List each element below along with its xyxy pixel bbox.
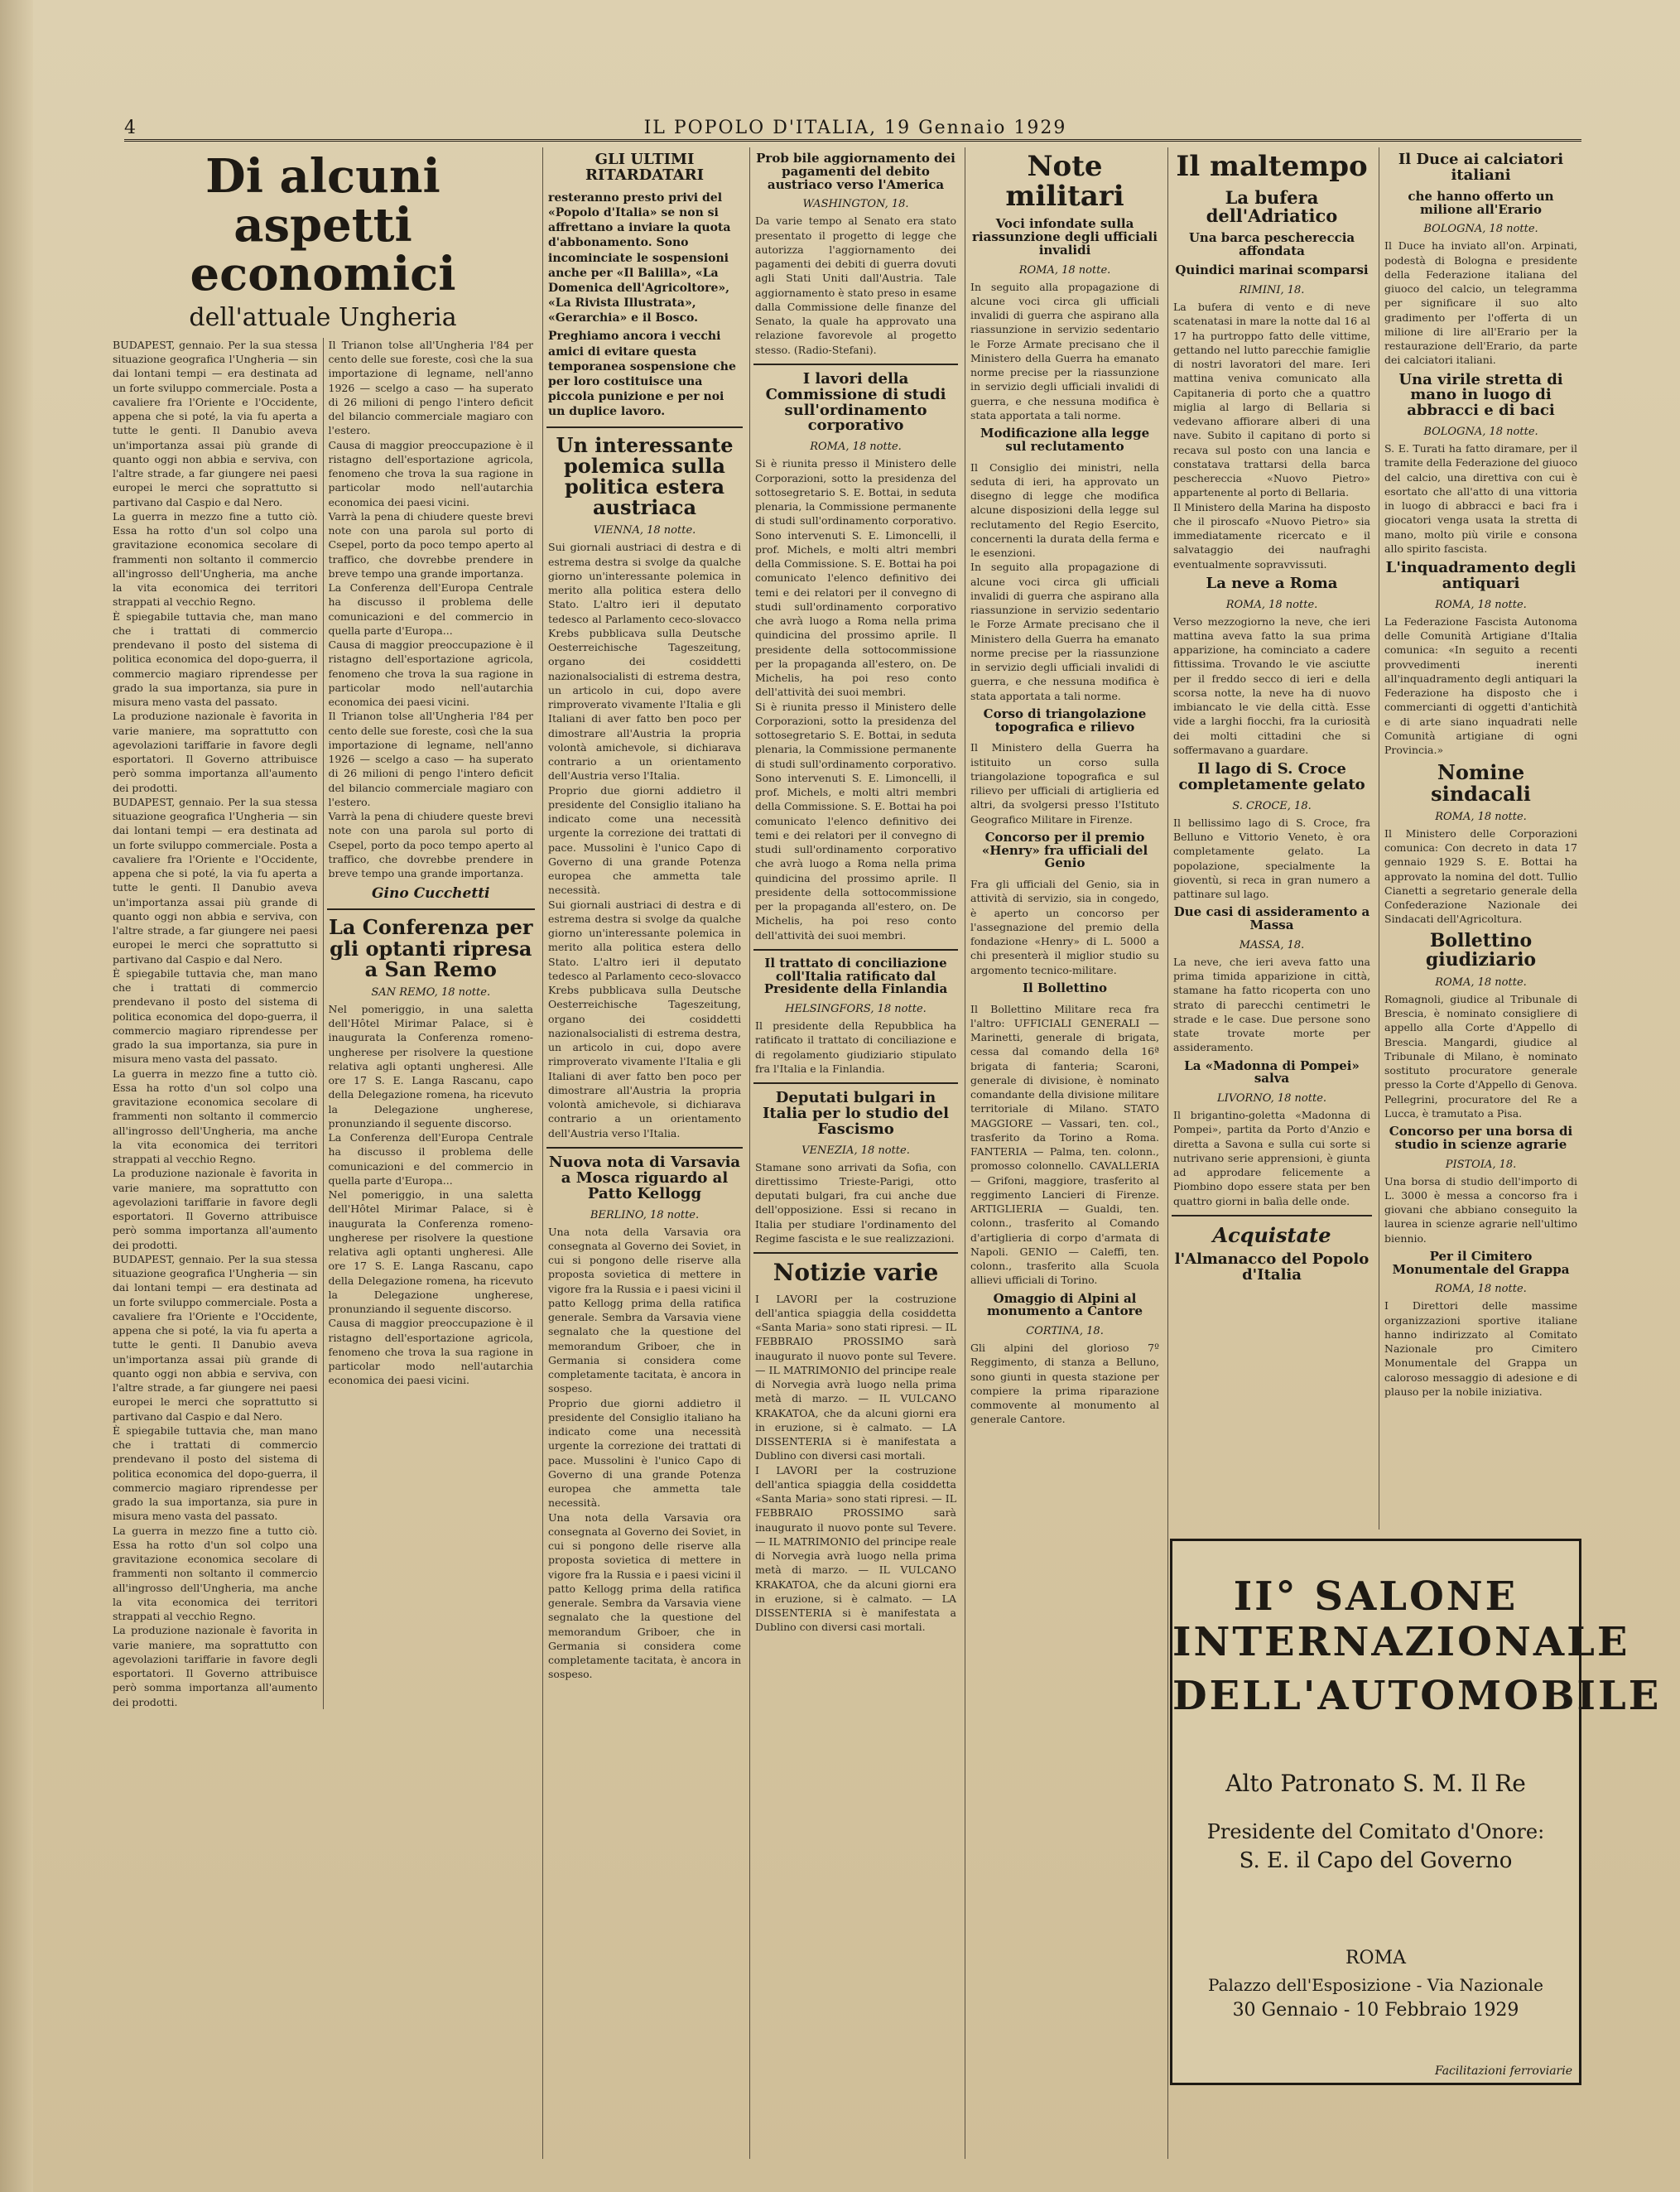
duce-calciatori-subhead: che hanno offerto un milione all'Erario bbox=[1408, 188, 1554, 217]
cantore-paragraph: Gli alpini del glorioso 7º Reggimento, di stanza a Belluno, sono giunti in questa stazione per compiere la prima riparazione commovente al monumento al generale Cantore. bbox=[970, 1342, 1159, 1426]
bufera-headline: La bufera dell'Adriatico bbox=[1206, 186, 1338, 226]
commissione-headline: I lavori della Commissione di studi sull'ordinamento corporativo bbox=[765, 369, 946, 435]
conference-paragraph: Nel pomeriggio, in una saletta dell'Hôtel Mirimar Palace, si è inaugurata la Conferenza romeno-ungherese per risolvere la questione relativa agli optanti ungheresi. Alle ore 17 S. E. Langa Rascanu, capo della Delegazione romena, ha ricevuto la Delegazione ungherese, pronunziando il seguente discorso. bbox=[328, 1002, 533, 1130]
neve-roma-dateline: ROMA, 18 notte. bbox=[1225, 598, 1318, 611]
lead-paragraph: La guerra in mezzo fine a tutto ciò. Essa ha rotto d'un sol colpo una gravitazione economica secolare di frammenti non soltanto il commercio all'ingrosso dell'Ungheria, ma anche la vita economica dei territori strappati al vecchio Regno. bbox=[113, 1067, 318, 1166]
lead-paragraph: La Conferenza dell'Europa Centrale ha discusso il problema delle comunicazioni e del commercio in quella parte d'Europa... bbox=[328, 581, 533, 637]
ad-committee: Presidente del Comitato d'Onore: bbox=[1206, 1819, 1545, 1843]
antiquari-dateline: ROMA, 18 notte. bbox=[1435, 598, 1527, 611]
borsa-studio-dateline: PISTOIA, 18. bbox=[1445, 1158, 1517, 1171]
triangolazione-headline: Corso di triangolazione topografica e rilievo bbox=[983, 706, 1147, 735]
section-rule bbox=[753, 949, 958, 951]
conference-dateline: SAN REMO, 18 notte. bbox=[371, 985, 491, 999]
polemica-headline: Un interessante polemica sulla politica estera austriaca bbox=[556, 432, 734, 520]
finlandia-dateline: HELSINGFORS, 18 notte. bbox=[785, 1003, 927, 1016]
polemica-paragraph: Sui giornali austriaci di destra e di estrema destra si svolge da qualche giorno un'interessante polemica in merito alla politica estera dello Stato. L'altro ieri il deputato tedesco al Parlamento ceco-slovacco Krebs pubblicava sulla Deutsche Oesterreichische Tageszeitung, organo dei cosiddetti nazionalsocialisti di estrema destra, un articolo in cui, dopo avere rimproverato vivamente l'Italia e gli Italiani di aver fatto ben poco per dimostrare all'Austria la propria volontà amichevole, si dichiarava contrario a un orientamento dell'Austria verso l'Italia. bbox=[548, 898, 741, 1139]
santa-croce-paragraph: Il bellissimo lago di S. Croce, fra Belluno e Vittorio Veneto, è ora completamente gelato. La popolazione, specialmente la gioventù, si reca in gran numero a pattinare sul lago. bbox=[1173, 816, 1370, 901]
lead-body bbox=[108, 338, 538, 1709]
bufera-paragraph: La bufera di vento e di neve scatenatasi in mare la notte dal 16 al 17 ha purtroppo fatto delle vittime, gettando nel lutto parecchie famiglie di nostri lavoratori del mare. Ieri mattina veniva comunicato alla Capitaneria di porto che a quattro miglia al largo di Bellaria si vedevano affiorare alberi di una nave. Subito il capitano di porto si recava sul posto con una lancia e constatava trattarsi della barca peschereccia «Nuovo Pietro» appartenente al porto di Bellaria. bbox=[1173, 301, 1370, 499]
section-rule bbox=[753, 364, 958, 365]
debito-paragraph: Da varie tempo al Senato era stato presentato il progetto di legge che autorizza l'aggiornamento dei pagamenti dei debiti di guerra dovuti agli Stati Uniti dall'Austria. Tale aggiornamento è stato preso in esame dalla Commissione delle finanze del Senato, la quale ha approvato una relazione favorevole al progetto stesso. (Radio-Stefani). bbox=[755, 214, 956, 356]
ad-president: S. E. il Capo del Governo bbox=[1239, 1848, 1513, 1873]
ad-city: ROMA bbox=[1345, 1947, 1406, 1968]
massa-paragraph: La neve, che ieri aveva fatto una prima timida apparizione in città, stamane ha fatto ricoperta con uno strato di parecchi centimetri le strade e le case. Due persone sono state trovate morte per assideramento. bbox=[1173, 955, 1370, 1054]
duce-calciatori-dateline: BOLOGNA, 18 notte. bbox=[1423, 223, 1538, 236]
ad-venue: Palazzo dell'Esposizione - Via Nazionale bbox=[1208, 1974, 1543, 1995]
cantore-headline: Omaggio di Alpini al monumento a Cantore bbox=[986, 1290, 1143, 1319]
bufera-paragraph: Il Ministero della Marina ha disposto che il piroscafo «Nuovo Pietro» sia immediatamente ricercato e il salvataggio dei naufraghi eventualmente sopravvissuti. bbox=[1173, 500, 1370, 571]
stretta-mano-dateline: BOLOGNA, 18 notte. bbox=[1423, 426, 1538, 439]
pompei-paragraph: Il brigantino-goletta «Madonna di Pompei», partita da Porto d'Anzio e diretta a Savona e sulla cui sorte si nutrivano serie apprensioni, è giunta ad approdare felicemente a Piombino dopo essere stata per ben quattro giorni in balìa delle onde. bbox=[1173, 1109, 1370, 1207]
almanacco-label: l'Almanacco del Popolo d'Italia bbox=[1174, 1250, 1370, 1284]
lead-body-left bbox=[108, 338, 323, 1709]
ad-footer: Facilitazioni ferroviarie bbox=[1434, 2064, 1572, 2078]
lead-paragraph: Il Trianon tolse all'Ungheria l'84 per cento delle sue foreste, così che la sua importazione di legname, nell'anno 1926 — scelgo a caso — ha superato di 26 milioni di pengo l'intero deficit del bilancio commerciale magiaro con l'estero. bbox=[328, 338, 533, 437]
pompei-headline: La «Madonna di Pompei» salva bbox=[1184, 1057, 1360, 1086]
finlandia-headline: Il trattato di conciliazione coll'Italia ratificato dal Presidente della Finlandia bbox=[763, 955, 948, 997]
duce-calciatori-headline: Il Duce ai calciatori italiani bbox=[1398, 151, 1564, 184]
lead-paragraph: La guerra in mezzo fine a tutto ciò. Essa ha rotto d'un sol colpo una gravitazione economica secolare di frammenti non soltanto il commercio all'ingrosso dell'Ungheria, ma anche la vita economica dei territori strappati al vecchio Regno. bbox=[113, 1524, 318, 1623]
page-edge-shadow bbox=[0, 0, 33, 2192]
bufera-dateline: RIMINI, 18. bbox=[1239, 284, 1305, 297]
neve-roma-headline: La neve a Roma bbox=[1206, 574, 1338, 592]
polemica-dateline: VIENNA, 18 notte. bbox=[593, 524, 696, 537]
column-4 bbox=[965, 147, 1164, 2159]
lead-paragraph: BUDAPEST, gennaio. Per la sua stessa situazione geografica l'Ungheria — sin dai lontani tempi — era destinata ad un forte sviluppo commerciale. Posta a cavaliere fra l'Oriente e l'Occidente, appena che si poté, la via fu aperta a tutte le genti. Il Danubio aveva un'importanza assai più grande di quanto oggi non abbia e serviva, con l'altre strade, a far giungere nei paesi europei le merci che soprattutto si partivano dal Caspio e dal Nero. bbox=[113, 338, 318, 508]
bollettino-paragraph: Il Bollettino Militare reca fra l'altro: UFFICIALI GENERALI — Marinetti, generale di brigata, cessa dal comando della 16ª brigata di fanteria; Scaroni, generale di divisione, è nominato comandante della divisione militare territoriale di Milano. STATO MAGGIORE — Vassari, ten. col., trasferito da Torino a Roma. FANTERIA — Palma, ten. colonn., promosso colonnello. CAVALLERIA — Grifoni, maggiore, trasferito al reggimento Lancieri di Firenze. ARTIGLIERIA — Gualdi, ten. colonn., trasferito al Comando d'artiglieria di corpo d'armata di Napoli. GENIO — Caleffi, ten. colonn., trasferito alla Scuola allievi ufficiali di Torino. bbox=[970, 1002, 1159, 1287]
antiquari-paragraph: La Federazione Fascista Autonoma delle Comunità Artigiane d'Italia comunica: «In seguito a recenti provvedimenti inerenti all'inquadramento degli antiquari la Federazione ha disposto che i commercianti di oggetti d'antichità e di arte siano inquadrati nelle Comunità artigiane di ogni Provincia.» bbox=[1384, 614, 1577, 757]
section-rule bbox=[546, 426, 743, 428]
cantore-dateline: CORTINA, 18. bbox=[1026, 1325, 1104, 1338]
salone-automobile-advertisement bbox=[1170, 1539, 1662, 2085]
column-3 bbox=[749, 147, 961, 2159]
reclutamento-headline: Modificazione alla legge sul reclutamento bbox=[980, 426, 1150, 454]
giudiziario-paragraph: Romagnoli, giudice al Tribunale di Brescia, è nominato consigliere di appello alla Corte d'Appello di Brescia. Mangardi, giudice al Tribunale di Milano, è nominato sostituto procuratore generale presso la Corte d'Appello di Genova. Pellegrini, procuratore del Re a Lucca, è tramutato a Pisa. bbox=[1384, 992, 1577, 1120]
nomine-dateline: ROMA, 18 notte. bbox=[1435, 810, 1527, 823]
lead-paragraph: La produzione nazionale è favorita in varie maniere, ma soprattutto con agevolazioni tariffarie in favore degli esportatori. Il Governo attribuisce però somma importanza all'aumento dei prodotti. bbox=[113, 1624, 318, 1708]
lead-paragraph: Causa di maggior preoccupazione è il ristagno dell'esportazione agricola, fenomeno che trova la sua ragione in particolar modo nell'autarchia economica dei paesi vicini. bbox=[328, 438, 533, 508]
section-rule bbox=[753, 1252, 958, 1254]
commissione-paragraph: Si è riunita presso il Ministero delle Corporazioni, sotto la presidenza del sottosegretario S. E. Bottai, in seduta plenaria, la Commissione permanente di studi sull'ordinamento corporativo. Sono intervenuti S. E. Limoncelli, il prof. Michels, e molti altri membri della Commissione. S. E. Bottai ha poi comunicato l'elenco definitivo dei temi e dei relatori per il convegno di studi sull'ordinamento corporativo che avrà luogo a Roma nella prima quindicina del prossimo aprile. Il presidente della sottocommissione per la propaganda all'estero, on. De Michelis, ha poi reso conto dell'attività dei suoi membri. bbox=[755, 457, 956, 699]
varsavia-dateline: BERLINO, 18 notte. bbox=[590, 1208, 700, 1221]
commissione-dateline: ROMA, 18 notte. bbox=[810, 441, 902, 454]
bulgari-dateline: VENEZIA, 18 notte. bbox=[801, 1144, 910, 1157]
maltempo-headline: Il maltempo bbox=[1176, 150, 1368, 183]
ad-title-line-1: II° SALONE INTERNAZIONALE bbox=[1172, 1573, 1630, 1666]
reclutamento-paragraph: In seguito alla propagazione di alcune voci circa gli ufficiali invalidi di guerra che aspirano alla riassunzione in servizio sedentario le Forze Armate precisano che il Ministero della Guerra ha emanato norme precise per la riassunzione in servizio degli ufficiali invalidi di guerra, e che nessuna modifica è stata apportata a tali norme. bbox=[970, 561, 1159, 702]
borsa-studio-paragraph: Una borsa di studio dell'importo di L. 3000 è messa a concorso fra i giovani che abbiano conseguito la laurea in scienze agrarie nell'ultimo biennio. bbox=[1384, 1174, 1577, 1245]
lead-paragraph: La produzione nazionale è favorita in varie maniere, ma soprattutto con agevolazioni tariffarie in favore degli esportatori. Il Governo attribuisce però somma importanza all'aumento dei prodotti. bbox=[113, 710, 318, 794]
section-rule bbox=[546, 1147, 743, 1149]
section-rule bbox=[327, 908, 536, 910]
bufera-subhead: Una barca peschereccia affondata bbox=[1188, 229, 1355, 258]
giudiziario-dateline: ROMA, 18 notte. bbox=[1435, 976, 1527, 989]
santa-croce-headline: Il lago di S. Croce completamente gelato bbox=[1178, 760, 1365, 794]
varsavia-paragraph: Una nota della Varsavia ora consegnata al Governo dei Soviet, in cui si pongono delle riserve alla proposta sovietica di mettere in vigore fra la Russia e i paesi vicini il patto Kellogg prima della ratifica generale. Sembra da Varsavia viene segnalato che la questione del memorandum Griboer, che in Germania si considera come completamente tacitata, è ancora in sospeso. bbox=[548, 1510, 741, 1681]
santa-croce-dateline: S. CROCE, 18. bbox=[1232, 799, 1312, 812]
triangolazione-paragraph: Il Ministero della Guerra ha istituito un corso sulla triangolazione topografica e sul rilievo per ufficiali di artiglieria ed altri, da svolgersi presso l'Istituto Geografico Militare in Firenze. bbox=[970, 741, 1159, 826]
grappa-dateline: ROMA, 18 notte. bbox=[1435, 1283, 1527, 1296]
lead-paragraph: La produzione nazionale è favorita in varie maniere, ma soprattutto con agevolazioni tariffarie in favore degli esportatori. Il Governo attribuisce però somma importanza all'aumento dei prodotti. bbox=[113, 1167, 318, 1251]
grappa-paragraph: I Direttori delle massime organizzazioni sportive italiane hanno indirizzato al Comitato Nazionale pro Cimitero Monumentale del Grappa un caloroso messaggio di adesione e di plauso per la nobile iniziativa. bbox=[1384, 1299, 1577, 1398]
lead-paragraph: Causa di maggior preoccupazione è il ristagno dell'esportazione agricola, fenomeno che trova la sua ragione in particolar modo nell'autarchia economica dei paesi vicini. bbox=[328, 1317, 533, 1387]
duce-calciatori-paragraph: Il Duce ha inviato all'on. Arpinati, podestà di Bologna e presidente della Federazione italiana del giuoco del calcio, un telegramma per significare il suo alto gradimento per l'offerta di un milione di lire all'Erario per la restaurazione dell'Erario, da parte dei calciatori italiani. bbox=[1384, 239, 1577, 367]
varsavia-paragraph: Proprio due giorni addietro il presidente del Consiglio italiano ha indicato come una necessità urgente la correzione dei trattati di pace. Mussolini è l'unico Capo di Governo di una grande Potenza europea che ammetta tale necessità. bbox=[548, 1396, 741, 1510]
varsavia-headline: Nuova nota di Varsavia a Mosca riguardo al Patto Kellogg bbox=[548, 1153, 741, 1202]
lead-body-right bbox=[323, 338, 539, 1709]
ritardatari-lead-2: Preghiamo ancora i vecchi amici di evitare questa temporanea sospensione che per loro costituisce una piccola punizione e per noi un duplice lavoro. bbox=[548, 330, 736, 419]
lead-author: Gino Cucchetti bbox=[371, 885, 490, 903]
lead-paragraph: È spiegabile tuttavia che, man mano che i trattati di commercio prendevano il posto del sistema di politica economica del dopo-guerra, il commercio magiaro riprendesse per grado la sua importanza, sia pure in misura meno vasta del passato. bbox=[113, 1424, 318, 1523]
militari-headline: Note militari bbox=[1005, 150, 1124, 213]
massa-headline: Due casi di assideramento a Massa bbox=[1173, 904, 1370, 933]
reclutamento-paragraph: Il Consiglio dei ministri, nella seduta di ieri, ha approvato un disegno di legge che modifica alcune disposizioni della legge sul reclutamento del Regio Esercito, concernenti la durata della ferma e le esenzioni. bbox=[970, 460, 1159, 560]
column-6 bbox=[1379, 147, 1582, 1530]
lead-paragraph: Varrà la pena di chiudere queste brevi note con una parola sul porto di Csepel, porto da poco tempo aperto al traffico, che dovrebbe prendere in breve tempo una grande importanza. bbox=[328, 810, 533, 880]
lead-paragraph: Il Trianon tolse all'Ungheria l'84 per cento delle sue foreste, così che la sua importazione di legname, nell'anno 1926 — scelgo a caso — ha superato di 26 milioni di pengo l'intero deficit del bilancio commerciale magiaro con l'estero. bbox=[328, 710, 533, 808]
finlandia-paragraph: Il presidente della Repubblica ha ratificato il trattato di conciliazione e di regolamento giudiziario stipulato fra l'Italia e la Finlandia. bbox=[755, 1019, 956, 1075]
debito-dateline: WASHINGTON, 18. bbox=[802, 198, 909, 211]
lead-paragraph: La guerra in mezzo fine a tutto ciò. Essa ha rotto d'un sol colpo una gravitazione economica secolare di frammenti non soltanto il commercio all'ingrosso dell'Ungheria, ma anche la vita economica dei territori strappati al vecchio Regno. bbox=[113, 509, 318, 609]
polemica-paragraph: Sui giornali austriaci di destra e di estrema destra si svolge da qualche giorno un'interessante polemica in merito alla politica estera dello Stato. L'altro ieri il deputato tedesco al Parlamento ceco-slovacco Krebs pubblicava sulla Deutsche Oesterreichische Tageszeitung, organo dei cosiddetti nazionalsocialisti di estrema destra, un articolo in cui, dopo avere rimproverato vivamente l'Italia e gli Italiani di aver fatto ben poco per dimostrare all'Austria la propria volontà amichevole, si dichiarava contrario a un orientamento dell'Austria verso l'Italia. bbox=[548, 541, 741, 783]
ritardatari-lead: resteranno presto privi del «Popolo d'Italia» se non si affrettano a inviare la quota d'abbonamento. Sono incominciate le sospensioni anche per «Il Balilla», «La Domenica dell'Agricoltore», «La Rivista Illustrata», «Gerarchia» e il Bosco. bbox=[548, 190, 731, 325]
massa-dateline: MASSA, 18. bbox=[1239, 938, 1305, 951]
lead-paragraph: BUDAPEST, gennaio. Per la sua stessa situazione geografica l'Ungheria — sin dai lontani tempi — era destinata ad un forte sviluppo commerciale. Posta a cavaliere fra l'Oriente e l'Occidente, appena che si poté, la via fu aperta a tutte le genti. Il Danubio aveva un'importanza assai più grande di quanto oggi non abbia e serviva, con l'altre strade, a far giungere nei paesi europei le merci che soprattutto si partivano dal Caspio e dal Nero. bbox=[113, 1252, 318, 1423]
ad-dates: 30 Gennaio - 10 Febbraio 1929 bbox=[1232, 1999, 1519, 2021]
premio-henry-paragraph: Fra gli ufficiali del Genio, sia in attività di servizio, sia in congedo, è aperto un concorso per l'assegnazione del premio della fondazione «Henry» di L. 5000 a chi presenterà il miglior studio su argomento tecnico-militare. bbox=[970, 878, 1159, 976]
acquistate-label: Acquistate bbox=[1212, 1222, 1331, 1247]
nomine-paragraph: Il Ministero delle Corporazioni comunica: Con decreto in data 17 gennaio 1929 S. E. Bottai ha approvato la nomina del dott. Tullio Cianetti a segretario generale della Confederazione Nazionale dei Sindacati dell'Agricoltura. bbox=[1384, 826, 1577, 926]
stretta-mano-paragraph: S. E. Turati ha fatto diramare, per il tramite della Federazione del giuoco del calcio, una direttiva con cui è esortato che all'atto di una vittoria in luogo di abbracci e baci fra i giocatori venga usata la stretta di mano, molto più virile e consona allo spirito fascista. bbox=[1384, 442, 1577, 555]
masthead bbox=[124, 116, 1573, 139]
lead-paragraph: Causa di maggior preoccupazione è il ristagno dell'esportazione agricola, fenomeno che trova la sua ragione in particolar modo nell'autarchia economica dei paesi vicini. bbox=[328, 638, 533, 709]
ritardatari-headline: GLI ULTIMI RITARDATARI bbox=[585, 151, 705, 184]
page-number: 4 bbox=[124, 117, 137, 138]
borsa-studio-headline: Concorso per una borsa di studio in scienze agrarie bbox=[1389, 1124, 1573, 1152]
section-rule bbox=[1172, 1215, 1372, 1216]
bollettino-headline: Il Bollettino bbox=[1022, 980, 1108, 995]
section-rule bbox=[753, 1082, 958, 1084]
notizie-headline: Notizie varie bbox=[773, 1259, 939, 1287]
pompei-dateline: LIVORNO, 18 notte. bbox=[1216, 1092, 1327, 1106]
lead-paragraph: Varrà la pena di chiudere queste brevi note con una parola sul porto di Csepel, porto da poco tempo aperto al traffico, che dovrebbe prendere in breve tempo una grande importanza. bbox=[328, 509, 533, 580]
lead-paragraph: BUDAPEST, gennaio. Per la sua stessa situazione geografica l'Ungheria — sin dai lontani tempi — era destinata ad un forte sviluppo commerciale. Posta a cavaliere fra l'Oriente e l'Occidente, appena che si poté, la via fu aperta a tutte le genti. Il Danubio aveva un'importanza assai più grande di quanto oggi non abbia e serviva, con l'altre strade, a far giungere nei paesi europei le merci che soprattutto si partivano dal Caspio e dal Nero. bbox=[113, 795, 318, 966]
lead-paragraph: È spiegabile tuttavia che, man mano che i trattati di commercio prendevano il posto del sistema di politica economica del dopo-guerra, il commercio magiaro riprendesse per grado la sua importanza, sia pure in misura meno vasta del passato. bbox=[113, 609, 318, 709]
giudiziario-headline: Bollettino giudiziario bbox=[1425, 929, 1537, 971]
conference-paragraph: Nel pomeriggio, in una saletta dell'Hôtel Mirimar Palace, si è inaugurata la Conferenza romeno-ungherese per risolvere la questione relativa agli optanti ungheresi. Alle ore 17 S. E. Langa Rascanu, capo della Delegazione romena, ha ricevuto la Delegazione ungherese, pronunziando il seguente discorso. bbox=[328, 1188, 533, 1316]
commissione-paragraph: Si è riunita presso il Ministero delle Corporazioni, sotto la presidenza del sottosegretario S. E. Bottai, in seduta plenaria, la Commissione permanente di studi sull'ordinamento corporativo. Sono intervenuti S. E. Limoncelli, il prof. Michels, e molti altri membri della Commissione. S. E. Bottai ha poi comunicato l'elenco definitivo dei temi e dei relatori per il convegno di studi sull'ordinamento corporativo che avrà luogo a Roma nella prima quindicina del prossimo aprile. Il presidente della sottocommissione per la propaganda all'estero, on. De Michelis, ha poi reso conto dell'attività dei suoi membri. bbox=[755, 700, 956, 942]
nomine-headline: Nomine sindacali bbox=[1431, 760, 1531, 806]
bufera-subhead-2: Quindici marinai scomparsi bbox=[1175, 263, 1369, 278]
lead-subhead: dell'attuale Ungheria bbox=[189, 303, 457, 333]
notizie-paragraph: I LAVORI per la costruzione dell'antica spiaggia della cosiddetta «Santa Maria» sono stati ripresi. — IL FEBBRAIO PROSSIMO sarà inaugurato il nuovo ponte sul Tevere. — IL MATRIMONIO del principe reale di Norvegia avrà luogo nella prima metà di marzo. — IL VULCANO KRAKATOA, che da alcuni giorni era in eruzione, si è calmato. — LA DISSENTERIA si è manifestata a Dublino con diversi casi mortali. bbox=[755, 1292, 956, 1462]
neve-roma-paragraph: Verso mezzogiorno la neve, che ieri mattina aveva fatto la sua prima apparizione, ha cominciato a cadere fittissima. Trovando le vie asciutte per il freddo secco di ieri e della scorsa notte, la neve ha di nuovo imbiancato le vie della città. Esse vide a larghi fiocchi, fra la curiosità dei molti cittadini che si soffermavano a guardare. bbox=[1173, 614, 1370, 756]
column-2 bbox=[542, 147, 746, 2159]
bulgari-paragraph: Stamane sono arrivati da Sofia, con direttissimo Trieste-Parigi, otto deputati bulgari, fra cui anche due dell'opposizione. Essi si recano in Italia per studiare l'ordinamento del Regime fascista e le sue realizzazioni. bbox=[755, 1160, 956, 1245]
lead-paragraph: È spiegabile tuttavia che, man mano che i trattati di commercio prendevano il posto del sistema di politica economica del dopo-guerra, il commercio magiaro riprendesse per grado la sua importanza, sia pure in misura meno vasta del passato. bbox=[113, 966, 318, 1066]
ad-patronage: Alto Patronato S. M. Il Re bbox=[1225, 1769, 1526, 1797]
polemica-paragraph: Proprio due giorni addietro il presidente del Consiglio italiano ha indicato come una necessità urgente la correzione dei trattati di pace. Mussolini è l'unico Capo di Governo di una grande Potenza europea che ammetta tale necessità. bbox=[548, 783, 741, 897]
varsavia-paragraph: Una nota della Varsavia ora consegnata al Governo dei Soviet, in cui si pongono delle riserve alla proposta sovietica di mettere in vigore fra la Russia e i paesi vicini il patto Kellogg prima della ratifica generale. Sembra da Varsavia viene segnalato che la questione del memorandum Griboer, che in Germania si considera come completamente tacitata, è ancora in sospeso. bbox=[548, 1225, 741, 1395]
column-1 bbox=[108, 147, 538, 2159]
antiquari-headline: L'inquadramento degli antiquari bbox=[1385, 559, 1577, 593]
masthead-title: IL POPOLO D'ITALIA, 19 Gennaio 1929 bbox=[643, 117, 1067, 138]
bulgari-headline: Deputati bulgari in Italia per lo studio del Fascismo bbox=[762, 1089, 949, 1138]
stretta-mano-headline: Una virile stretta di mano in luogo di abbracci e di baci bbox=[1398, 370, 1563, 420]
invalidi-headline: Voci infondate sulla riassunzione degli ufficiali invalidi bbox=[972, 216, 1158, 258]
lead-paragraph: La Conferenza dell'Europa Centrale ha discusso il problema delle comunicazioni e del commercio in quella parte d'Europa... bbox=[328, 1131, 533, 1187]
lead-headline: Di alcuni aspetti economici bbox=[190, 149, 456, 301]
masthead-rule bbox=[124, 139, 1581, 142]
notizie-paragraph: I LAVORI per la costruzione dell'antica spiaggia della cosiddetta «Santa Maria» sono stati ripresi. — IL FEBBRAIO PROSSIMO sarà inaugurato il nuovo ponte sul Tevere. — IL MATRIMONIO del principe reale di Norvegia avrà luogo nella prima metà di marzo. — IL VULCANO KRAKATOA, che da alcuni giorni era in eruzione, si è calmato. — LA DISSENTERIA si è manifestata a Dublino con diversi casi mortali. bbox=[755, 1463, 956, 1634]
debito-headline: Prob bile aggiornamento dei pagamenti del debito austriaco verso l'America bbox=[756, 151, 956, 192]
conference-headline: La Conferenza per gli optanti ripresa a San Remo bbox=[328, 915, 533, 981]
ad-title-line-2: DELL'AUTOMOBILE bbox=[1172, 1673, 1662, 1720]
grappa-headline: Per il Cimitero Monumentale del Grappa bbox=[1392, 1248, 1570, 1277]
premio-henry-headline: Concorso per il premio «Henry» fra ufficiali del Genio bbox=[981, 829, 1148, 871]
invalidi-paragraph: In seguito alla propagazione di alcune voci circa gli ufficiali invalidi di guerra che aspirano alla riassunzione in servizio sedentario le Forze Armate precisano che il Ministero della Guerra ha emanato norme precise per la riassunzione in servizio degli ufficiali invalidi di guerra, e che nessuna modifica è stata apportata a tali norme. bbox=[970, 280, 1159, 422]
invalidi-dateline: ROMA, 18 notte. bbox=[1018, 263, 1111, 277]
